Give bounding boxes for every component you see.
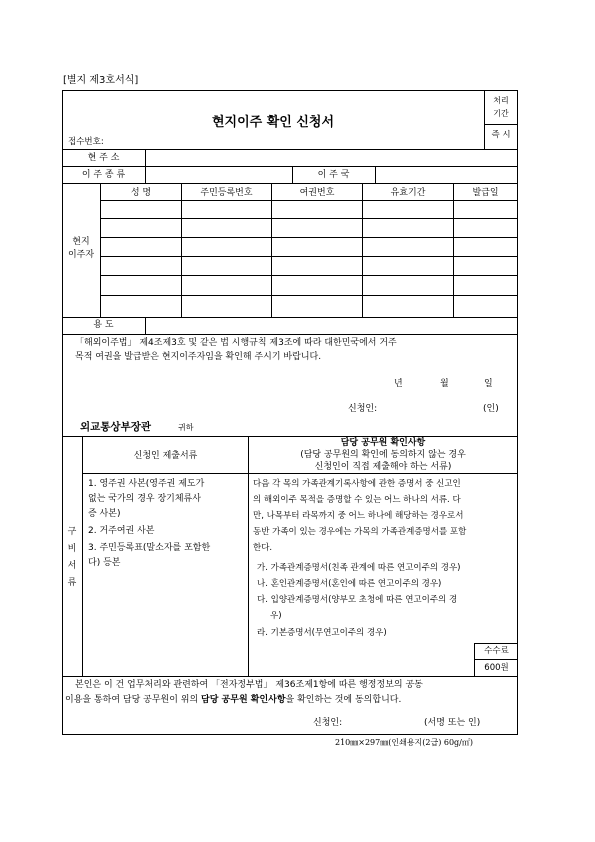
addressee-name: 외교통상부장관 bbox=[80, 421, 152, 433]
emigration-type-label: 이 주 종 류 bbox=[81, 170, 126, 180]
processing-label-2: 기간 bbox=[493, 109, 509, 118]
col-divider bbox=[362, 183, 363, 317]
fee-label: 수수료 bbox=[484, 646, 509, 656]
col-divider bbox=[181, 183, 182, 317]
official-item-line: 다. 입양관계증명서(양부모 초청에 따른 연고이주의 경 bbox=[257, 595, 458, 605]
date-year: 년 bbox=[394, 379, 403, 389]
form-tag: [별지 제3호서식] bbox=[63, 75, 139, 86]
col-header-validity: 유효기간 bbox=[390, 188, 426, 198]
docs-side-label-1: 구 bbox=[67, 527, 77, 537]
row-line bbox=[62, 676, 518, 677]
row-line bbox=[62, 166, 518, 167]
applicant-doc-line: 3. 주민등록표(말소자를 포함한 bbox=[88, 543, 211, 553]
consent-sign-hint: (서명 또는 인) bbox=[424, 718, 481, 728]
official-item-line: 가. 가족관계증명서(친족 관계에 따른 연고이주의 경우) bbox=[257, 563, 461, 573]
receipt-no-label: 접수번호: bbox=[68, 137, 104, 147]
official-text-line: 의 해외이주 목적을 증명할 수 있는 어느 하나의 서류. 다 bbox=[253, 495, 461, 505]
emigrant-side-label-1: 현지 bbox=[72, 237, 90, 247]
docs-side-label-4: 류 bbox=[67, 578, 77, 588]
side-divider bbox=[100, 183, 101, 317]
docs-side-label-2: 비 bbox=[67, 544, 77, 554]
official-item-line: 라. 기본증명서(무연고이주의 경우) bbox=[257, 628, 387, 638]
applicant-doc-line: 2. 거주여권 사본 bbox=[88, 526, 155, 536]
table-row-line bbox=[100, 295, 518, 296]
col-divider bbox=[271, 183, 272, 317]
applicant-docs-header: 신청인 제출서류 bbox=[133, 451, 198, 461]
date-day: 일 bbox=[484, 379, 493, 389]
official-text-line: 만, 나목부터 라목까지 중 어느 하나에 해당하는 경우로서 bbox=[253, 511, 464, 521]
form-title: 현지이주 확인 신청서 bbox=[211, 115, 335, 130]
docs-side-label-3: 서 bbox=[67, 561, 77, 571]
row-line bbox=[62, 334, 518, 335]
consent-signer-label: 신청인: bbox=[313, 718, 343, 728]
col-divider bbox=[375, 166, 376, 183]
official-check-header: 담당 공무원 확인사항 bbox=[340, 438, 426, 448]
consent-line-2c: 을 확인하는 것에 동의합니다. bbox=[285, 695, 402, 705]
col-header-resident-no: 주민등록번호 bbox=[200, 188, 253, 198]
official-text-line: 동반 가족이 있는 경우에는 가목의 가족관계증명서를 포함 bbox=[253, 527, 467, 537]
request-text-line-2: 목적 여권을 발급받은 현지이주자임을 확인해 주시기 바랍니다. bbox=[75, 352, 322, 362]
paper-spec: 210㎜×297㎜(인쇄용지(2급) 60g/㎡) bbox=[335, 738, 473, 747]
consent-line-2b: 담당 공무원 확인사항 bbox=[201, 695, 286, 705]
row-line bbox=[62, 317, 518, 318]
table-row-line bbox=[100, 256, 518, 257]
row-line bbox=[62, 183, 518, 184]
applicant-doc-line: 증 사본) bbox=[88, 509, 121, 519]
table-row-line bbox=[100, 200, 518, 201]
fee-box-top bbox=[474, 643, 518, 644]
applicant-doc-line: 다) 등본 bbox=[88, 558, 121, 568]
col-header-passport-no: 여권번호 bbox=[299, 188, 335, 198]
applicant-label: 신청인: bbox=[348, 404, 378, 414]
col-divider bbox=[453, 183, 454, 317]
applicant-seal: (인) bbox=[483, 404, 499, 414]
processing-label-1: 처리 bbox=[493, 96, 509, 105]
official-text-line: 한다. bbox=[253, 543, 273, 553]
processing-value: 즉 시 bbox=[491, 130, 511, 140]
col-header-name: 성 명 bbox=[130, 188, 152, 198]
label-divider bbox=[145, 317, 146, 334]
processing-hline bbox=[484, 124, 517, 125]
frame-left bbox=[62, 90, 63, 735]
consent-line-1: 본인은 이 건 업무처리와 관련하여 「전자정부법」 제36조제1항에 따른 행정정보의 공동 bbox=[75, 680, 423, 690]
table-row-line bbox=[100, 275, 518, 276]
col-divider bbox=[248, 436, 249, 676]
date-month: 월 bbox=[440, 379, 449, 389]
consent-line-2 bbox=[65, 696, 401, 705]
purpose-label: 용 도 bbox=[93, 320, 114, 330]
consent-line-2a: 이용을 통하여 담당 공무원이 위의 bbox=[65, 695, 202, 705]
table-row-line bbox=[100, 237, 518, 238]
row-line bbox=[62, 436, 518, 437]
label-divider bbox=[145, 149, 146, 183]
row-line bbox=[62, 149, 518, 150]
applicant-doc-line: 1. 영주권 사본(영주권 제도가 bbox=[88, 479, 205, 489]
current-address-label: 현 주 소 bbox=[87, 153, 120, 163]
frame-bottom bbox=[62, 734, 518, 735]
side-divider bbox=[82, 436, 83, 676]
header-line bbox=[82, 473, 518, 474]
frame-right bbox=[517, 90, 518, 735]
official-check-sub-2: 신청인이 직접 제출해야 하는 서류) bbox=[314, 462, 452, 472]
table-row-line bbox=[100, 218, 518, 219]
official-item-line: 우) bbox=[270, 611, 282, 621]
fee-box-mid bbox=[474, 659, 518, 660]
addressee-suffix: 귀하 bbox=[178, 423, 194, 432]
col-header-issue-date: 발급일 bbox=[472, 188, 499, 198]
fee-value: 600원 bbox=[484, 663, 509, 673]
emigrant-side-label-2: 이주자 bbox=[67, 250, 95, 260]
request-text-line-1: 「해외이주법」 제4조제3호 및 같은 법 시행규칙 제3조에 따라 대한민국에서 거주 bbox=[75, 338, 397, 348]
official-item-line: 나. 혼인관계증명서(혼인에 따른 연고이주의 경우) bbox=[257, 579, 442, 589]
official-check-sub-1: (담당 공무원의 확인에 동의하지 않는 경우 bbox=[300, 450, 466, 460]
frame-top bbox=[62, 90, 518, 91]
official-text-line: 다음 각 목의 가족관계기록사항에 관한 증명서 중 신고인 bbox=[253, 479, 461, 489]
emigration-country-label: 이 주 국 bbox=[317, 170, 350, 180]
applicant-doc-line: 없는 국가의 경우 장기체류사 bbox=[88, 494, 201, 504]
